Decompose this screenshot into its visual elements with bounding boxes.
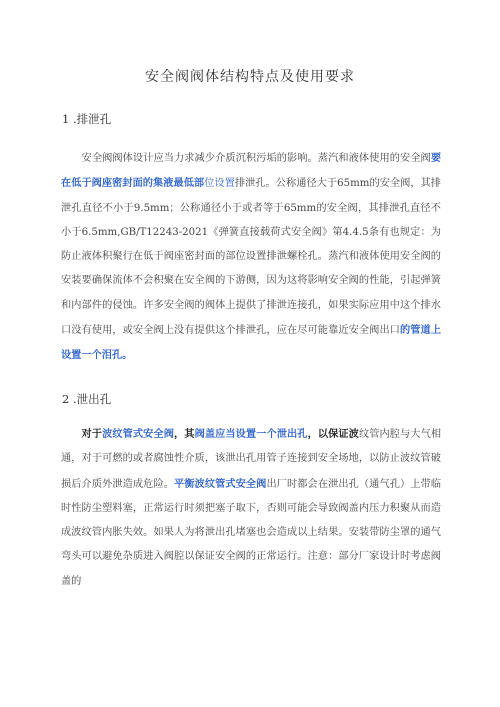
highlighted-text: 的管道上设置一个泪孔。 xyxy=(61,324,442,362)
body-text xyxy=(61,429,82,440)
highlighted-text: ，其 xyxy=(174,428,195,440)
section-1-paragraph xyxy=(61,146,441,369)
body-text: 纹管内腔与大气相通，对于可燃的或者腐蚀性介质，该泄出孔用管子连接到安全场地，以防止波纹管破损后介质外泄造成危险。 xyxy=(61,429,442,490)
highlighted-text: 要在低于阀座密封面的集液最低部 xyxy=(61,152,441,190)
page-title: 安全阀阀体结构特点及使用要求 xyxy=(145,69,355,85)
body-text: 出厂时都会在泄出孔（通气孔）上带临时性防尘塑料塞，正常运行时须把塞子取下，否则可能会导致阀盖内压力积聚从而造成波纹管内胀失效。如果人为将泄出孔堵塞也会造成以上结果。安装带防尘罩的通气弯头可以避免杂质进入阀腔以保证安全阀的正常运行。注意：部分厂家设计时考虑阀盖的 xyxy=(61,478,441,587)
section-1-heading: 1 .排泄孔 xyxy=(62,112,112,126)
section-2-heading: 2 .泄出孔 xyxy=(62,392,112,406)
highlighted-text: 位设置 xyxy=(204,178,235,190)
highlighted-text: 平衡波纹管式安全阀 xyxy=(174,477,267,490)
body-text: 排泄孔。公称通径大于65mm的安全阀，其排泄孔直径不小于9.5mm；公称通径小于或者等于65mm的安全阀，其排泄孔直径不小于6.5mm,GB/T12243-2021《弹簧直接载荷式安全阀》第4.4.5条有也规定：为防止液体积聚行在低于阀座密封面的部位设置排泄螺栓孔。蒸汽和液体使用安全阀的安装要确保流体不会积聚在安全阀的下游侧，因为这将影响安全阀的性能，引起弹簧和内部件的侵蚀。许多安全阀的阀体上提供了排泄连接孔，如果实际应用中这个排水口没有使用，或安全阀上没有提供这个排泄孔，应在尽可能靠近安全阀出口 xyxy=(61,178,441,337)
body-text: 安全阀阀体设计应当力求减少介质沉积污垢的影响。蒸汽和液体使用的安全阀 xyxy=(61,153,431,164)
highlighted-text: 对于 xyxy=(81,428,103,440)
highlighted-text: 波纹管式安全阀 xyxy=(102,428,175,440)
section-2-paragraph xyxy=(61,422,441,594)
highlighted-text: ，以保证波 xyxy=(307,428,359,440)
highlighted-text: 阀盖应当设置一个泄出孔 xyxy=(194,428,308,440)
